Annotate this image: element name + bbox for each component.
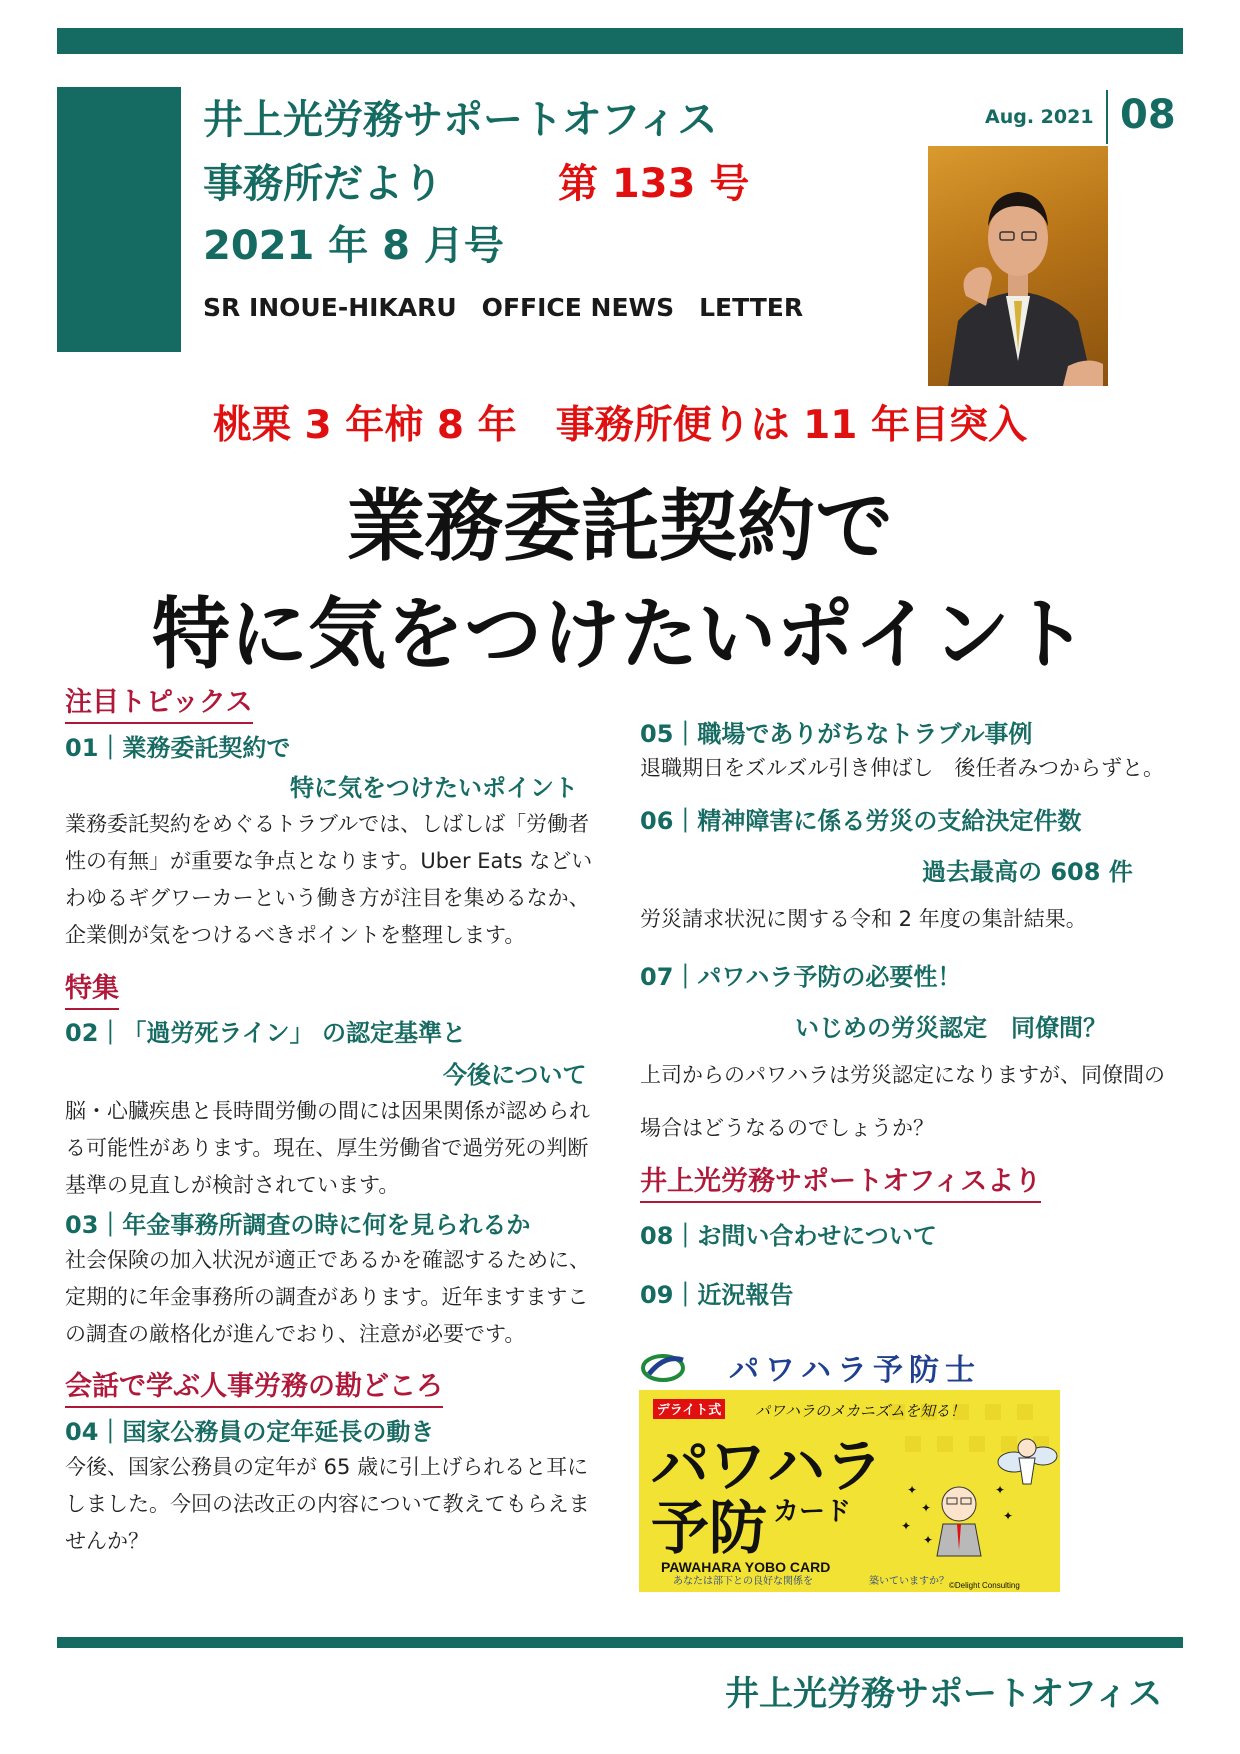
poster-question-line2: 築いていますか？	[869, 1576, 949, 1587]
poster-brand: パワハラ予防士	[729, 1354, 981, 1387]
bottom-band	[57, 1637, 1183, 1648]
item-06-title[interactable]: 06｜精神障害に係る労災の支給決定件数	[640, 807, 1082, 835]
office-name: 井上光労務サポートオフィス	[203, 97, 718, 143]
svg-text:✦: ✦	[995, 1483, 1006, 1497]
item-01-title[interactable]: 01｜業務委託契約で	[65, 734, 291, 762]
item-04-body: 今後、国家公務員の定年が 65 歳に引上げられると耳にしました。今回の法改正の内容について教えてもらえませんか？	[65, 1455, 590, 1553]
poster-art	[639, 1344, 1060, 1592]
item-01-body: 業務委託契約をめぐるトラブルでは、しばしば「労働者性の有無」が重要な争点となります。Uber Eats などいわゆるギグワーカーという働き方が注目を集めるなか、企業側が気をつけるべきポイントを整理します。	[65, 812, 593, 947]
poster-copyright: ©Delight Consulting	[949, 1581, 1020, 1590]
poster-tagline: パワハラのメカニズムを知る！	[755, 1404, 966, 1420]
item-09-title[interactable]: 09｜近況報告	[640, 1281, 794, 1309]
issue-month: 2021 年 8 月号	[203, 223, 504, 269]
item-03-title[interactable]: 03｜年金事務所調査の時に何を見られるか	[65, 1211, 531, 1239]
poster-title-line1: パワハラ	[651, 1432, 884, 1500]
top-band	[57, 28, 1183, 54]
poster-title-suffix: カード	[773, 1497, 852, 1527]
section-heading-feature: 特集	[65, 966, 119, 1010]
section-heading-office: 井上光労務サポートオフィスより	[640, 1159, 1041, 1203]
item-07-body-line1: 上司からのパワハラは労災認定になりますが、同僚間の	[640, 1063, 1165, 1087]
english-title: SR INOUE-HIKARU OFFICE NEWS LETTER	[203, 293, 804, 322]
item-08-title[interactable]: 08｜お問い合わせについて	[640, 1222, 937, 1250]
poster-question-line1: あなたは部下との良好な関係を	[673, 1576, 813, 1587]
svg-text:✦: ✦	[901, 1519, 912, 1533]
svg-text:✦: ✦	[1003, 1509, 1014, 1523]
section-heading-conversation: 会話で学ぶ人事労務の勘どころ	[65, 1364, 443, 1408]
item-07-title[interactable]: 07｜パワハラ予防の必要性！	[640, 963, 962, 991]
section-heading-topics: 注目トピックス	[65, 680, 253, 724]
header-green-block	[57, 87, 181, 352]
brand-logo-icon	[643, 1356, 683, 1380]
item-02-title[interactable]: 02｜「過労死ライン」 の認定基準と	[65, 1019, 467, 1047]
item-07-body-line2: 場合はどうなるのでしょうか？	[640, 1116, 934, 1140]
item-04-title[interactable]: 04｜国家公務員の定年延長の動き	[65, 1418, 435, 1446]
svg-text:✦: ✦	[923, 1533, 934, 1547]
item-03-body: 社会保険の加入状況が適正であるかを確認するために、定期的に年金事務所の調査があります。近年ますますこの調査の厳格化が進んでおり、注意が必要です。	[65, 1248, 590, 1346]
poster-tag: デライト式	[656, 1402, 722, 1417]
portrait-photo	[928, 146, 1108, 386]
item-05-body: 退職期日をズルズル引き伸ばし 後任者みつからずと。	[640, 756, 1164, 780]
sub-headline: 桃栗 3 年柿 8 年 事務所便りは 11 年目突入	[212, 403, 1027, 448]
item-06-subtitle[interactable]: 過去最高の 608 件	[922, 858, 1133, 886]
date-label: Aug. 2021	[985, 106, 1094, 128]
item-02-subtitle[interactable]: 今後について	[443, 1061, 587, 1089]
item-05-title[interactable]: 05｜職場でありがちなトラブル事例	[640, 720, 1033, 748]
page-number: 08	[1120, 92, 1176, 138]
person-illustration	[928, 146, 1108, 386]
item-01-subtitle[interactable]: 特に気をつけたいポイント	[290, 774, 578, 802]
issue-number: 第 133 号	[558, 161, 750, 207]
poster-english: PAWAHARA YOBO CARD	[661, 1559, 831, 1575]
footer-office-name: 井上光労務サポートオフィス	[725, 1674, 1163, 1714]
item-02-body: 脳・心臓疾患と長時間労働の間には因果関係が認められる可能性があります。現在、厚生労働省で過労死の判断基準の見直しが検討されています。	[65, 1099, 590, 1197]
main-title-line2: 特に気をつけたいポイント	[151, 590, 1088, 680]
main-title-line1: 業務委託契約で	[346, 482, 893, 572]
header-divider	[1106, 90, 1108, 144]
svg-text:✦: ✦	[907, 1483, 918, 1497]
svg-text:✦: ✦	[921, 1501, 932, 1515]
item-06-body: 労災請求状況に関する令和 2 年度の集計結果。	[640, 907, 1087, 931]
pawahara-card-poster	[639, 1344, 1060, 1592]
item-07-subtitle[interactable]: いじめの労災認定 同僚間？	[795, 1014, 1107, 1042]
newsletter-label: 事務所だより	[203, 161, 443, 207]
poster-title-line2: 予防	[651, 1494, 768, 1562]
